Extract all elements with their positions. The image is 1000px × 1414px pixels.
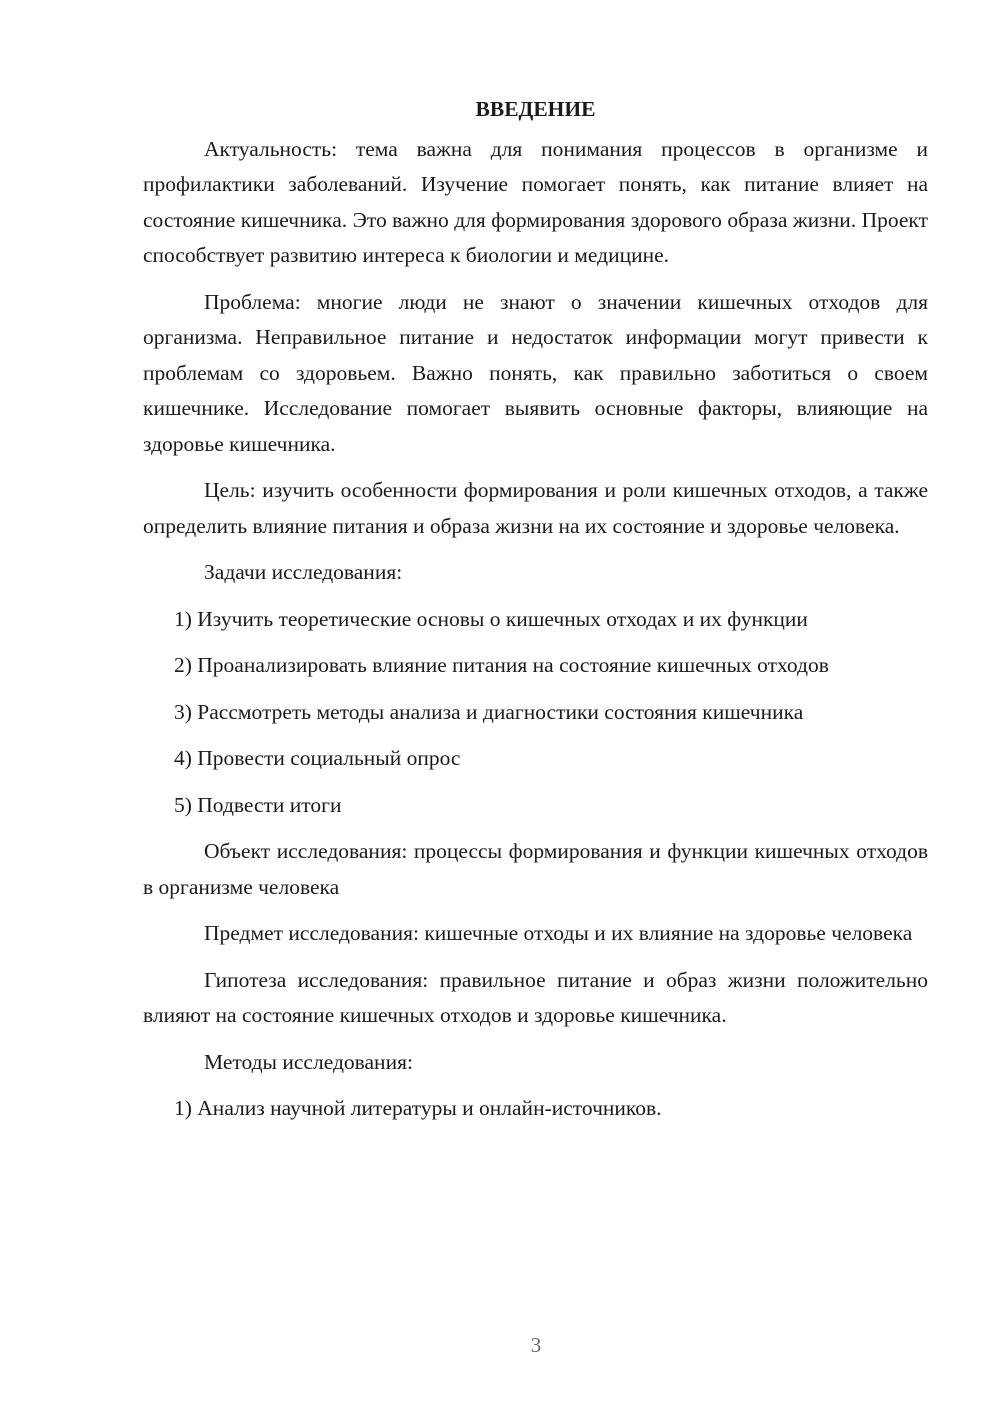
goal-paragraph: Цель: изучить особенности формирования и роли кишечных отходов, а также определить влияние питания и образа жизни на их состояние и здоровье человека. [143, 478, 928, 538]
methods-heading: Методы исследования: [204, 1049, 413, 1074]
document-page [143, 92, 928, 1138]
problem-paragraph: Проблема: многие люди не знают о значении кишечных отходов для организма. Неправильное питание и недостаток информации могут привести к проблемам со здоровьем. Важно понять, как правильно заботиться о своем кишечнике. Исследование помогает выявить основные факторы, влияющие на здоровье кишечника. [143, 289, 928, 456]
object-paragraph: Объект исследования: процессы формирования и функции кишечных отходов в организме человека [143, 839, 928, 899]
task-item: 2) Проанализировать влияние питания на состояние кишечных отходов [174, 653, 829, 677]
page-title: ВВЕДЕНИЕ [475, 97, 596, 121]
task-item: 1) Изучить теоретические основы о кишечных отходах и их функции [174, 606, 808, 631]
method-item: 1) Анализ научной литературы и онлайн-источников. [174, 1096, 662, 1120]
relevance-paragraph: Актуальность: тема важна для понимания процессов в организме и профилактики заболеваний. Изучение помогает понять, как питание влияет на состояние кишечника. Это важно для формирования здорового образа жизни. Проект способствует развитию интереса к биологии и медицине. [143, 136, 928, 267]
page-number: 3 [530, 1333, 542, 1357]
task-item: 5) Подвести итоги [174, 792, 342, 817]
task-item: 3) Рассмотреть методы анализа и диагностики состояния кишечника [174, 699, 804, 724]
task-item: 4) Провести социальный опрос [174, 746, 461, 770]
tasks-heading: Задачи исследования: [204, 560, 403, 584]
subject-paragraph: Предмет исследования: кишечные отходы и их влияние на здоровье человека [204, 921, 913, 945]
hypothesis-paragraph: Гипотеза исследования: правильное питание и образ жизни положительно влияют на состояние кишечных отходов и здоровье кишечника. [143, 967, 928, 1027]
